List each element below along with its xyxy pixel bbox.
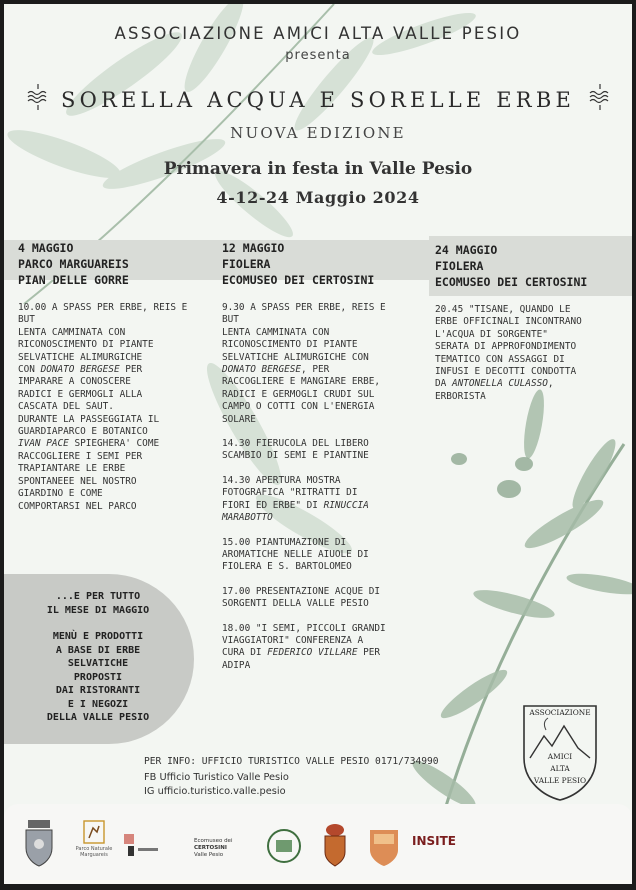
badge-title: ASSOCIAZIONE: [529, 708, 591, 717]
column-place: FIOLERA: [435, 259, 484, 273]
chamois-icon: [83, 820, 105, 844]
column-place: PARCO MARGUAREIS: [18, 257, 129, 271]
ecomuseo-certosini-logo: [194, 838, 232, 859]
month-box-line: PROPOSTI: [73, 671, 123, 683]
partner-logo-icon: [122, 832, 160, 860]
speaker-name: DONATO BERGESE: [222, 364, 302, 376]
instagram-contact: IG ufficio.turistico.valle.pesio: [144, 786, 286, 797]
program-item: 9.30 A SPASS PER ERBE, REIS E BUT LENTA CAMMINATA CON RICONOSCIMENTO DI PIANTE SELVATICHE ALIMURGICHE CON DONATO BERGESE, PER RACCOGLIERE E MANGIARE ERBE, RADICI E GERMOGLI CRUDI SUL CAMPO O COTTI CON L'ENERGIA SOLARE: [222, 302, 386, 425]
logo-caption: CERTOSINI: [194, 845, 227, 851]
month-box-line: SELVATICHE: [67, 658, 129, 669]
green-seal-icon: [262, 826, 306, 866]
program-item: 10.00 A SPASS PER ERBE, REIS E BUT LENTA CAMMINATA CON RICONOSCIMENTO DI PIANTE SELVATICHE ALIMURGICHE CON DONATO BERGESE PER IMPARARE A CONOSCERE RADICI E GERMOGLI ALLA CASCATA DEL SAUT. DURANTE LA PASSEGGIATA IL GUARDIAPARCO E BOTANICO IVAN PACE SPIEGHERA' COME RACCOGLIERE I SEMI PER TRAPIANTARE LE ERBE SPONTANEEE NEL NOSTRO GIARDINO E COME COMPORTARSI NEL PARCO: [18, 302, 188, 512]
program-column-12-maggio: [222, 302, 427, 684]
water-symbol-icon: [588, 82, 612, 112]
logo-caption: Valle Pesio: [194, 852, 224, 858]
month-box-line: E I NEGOZI: [67, 698, 129, 710]
program-item: 14.30 APERTURA MOSTRA FOTOGRAFICA "RITRATTI DI FIORI ED ERBE" DI RINUCCIA MARABOTTO: [222, 474, 369, 524]
poster: [4, 4, 632, 884]
heraldic-crest-icon: [364, 822, 404, 866]
parco-marguareis-logo: [74, 820, 114, 858]
presents-text: presenta: [285, 48, 351, 63]
association-name: ASSOCIAZIONE AMICI ALTA VALLE PESIO: [114, 24, 522, 43]
municipality-crest-icon: [22, 818, 56, 868]
program-item: 20.45 "TISANE, QUANDO LE ERBE OFFICINALI INCONTRANO L'ACQUA DI SORGENTE" SERATA DI APPROFONDIMENTO TEMATICO CON ASSAGGI DI INFUSI E DECOTTI CONDOTTA DA ANTONELLA CULASSO, ERBORISTA: [435, 304, 582, 402]
sponsor-footer: [4, 804, 632, 884]
main-title: SORELLA ACQUA E SORELLE ERBE: [61, 88, 575, 112]
program-item: 14.30 FIERUCOLA DEL LIBERO SCAMBIO DI SEMI E PIANTINE: [222, 438, 369, 462]
speaker-name: FEDERICO VILLARE: [267, 647, 358, 659]
program-column-4-maggio: [18, 302, 218, 525]
speaker-name: DONATO BERGESE: [40, 364, 120, 376]
program-item: 17.00 PRESENTAZIONE ACQUE DI SORGENTI DELLA VALLE PESIO: [222, 585, 381, 610]
month-box-line: DELLA VALLE PESIO: [46, 712, 150, 723]
association-badge: [516, 698, 604, 802]
column-date: 24 MAGGIO: [435, 243, 498, 257]
logo-caption: Parco Naturale: [75, 846, 113, 852]
column-head-12-maggio: [222, 240, 374, 288]
badge-line: VALLE PESIO: [533, 776, 587, 785]
info-contact: PER INFO: UFFICIO TURISTICO VALLE PESIO 0171/734990: [144, 756, 439, 767]
column-date: 4 MAGGIO: [18, 241, 74, 255]
column-head-4-maggio: [18, 240, 129, 288]
facebook-contact: FB Ufficio Turistico Valle Pesio: [144, 772, 289, 783]
logo-caption: Marguareis: [80, 852, 108, 858]
insite-logo: INSITE: [412, 834, 456, 848]
event-dates: 4-12-24 Maggio 2024: [216, 188, 420, 207]
badge-line: AMICI: [547, 752, 573, 761]
month-box-line: ...E PER TUTTO: [55, 591, 141, 602]
month-box-line: DAI RISTORANTI: [55, 685, 141, 696]
column-venue: PIAN DELLE GORRE: [18, 273, 129, 287]
column-head-24-maggio: [435, 242, 587, 290]
badge-line: ALTA: [550, 764, 570, 773]
column-place: FIOLERA: [222, 257, 271, 271]
speaker-name: MARABOTTO: [222, 512, 273, 524]
edition-label: NUOVA EDIZIONE: [230, 124, 406, 142]
speaker-name: RINUCCIA: [323, 499, 369, 511]
month-box-intro: [10, 590, 186, 617]
column-venue: ECOMUSEO DEI CERTOSINI: [222, 273, 375, 287]
column-venue: ECOMUSEO DEI CERTOSINI: [435, 275, 588, 289]
speaker-name: IVAN PACE: [18, 438, 69, 450]
month-box-line: MENÙ E PRODOTTI: [52, 631, 144, 642]
month-box-line: IL MESE DI MAGGIO: [46, 604, 150, 616]
speaker-name: ANTONELLA CULASSO: [451, 378, 548, 390]
month-box-line: A BASE DI ERBE: [55, 644, 141, 656]
event-subtitle: Primavera in festa in Valle Pesio: [163, 159, 473, 179]
month-box-text: [10, 630, 186, 725]
logo-caption: Ecomuseo dei: [194, 838, 233, 844]
program-item: 15.00 PIANTUMAZIONE DI AROMATICHE NELLE AIUOLE DI FIOLERA E S. BARTOLOMEO: [222, 536, 369, 573]
column-date: 12 MAGGIO: [222, 241, 285, 255]
program-column-24-maggio: [435, 304, 627, 415]
coat-of-arms-icon: [320, 822, 350, 868]
program-item: 18.00 "I SEMI, PICCOLI GRANDI VIAGGIATORI" CONFERENZA A CURA DI FEDERICO VILLARE PER ADIPA: [222, 622, 386, 671]
